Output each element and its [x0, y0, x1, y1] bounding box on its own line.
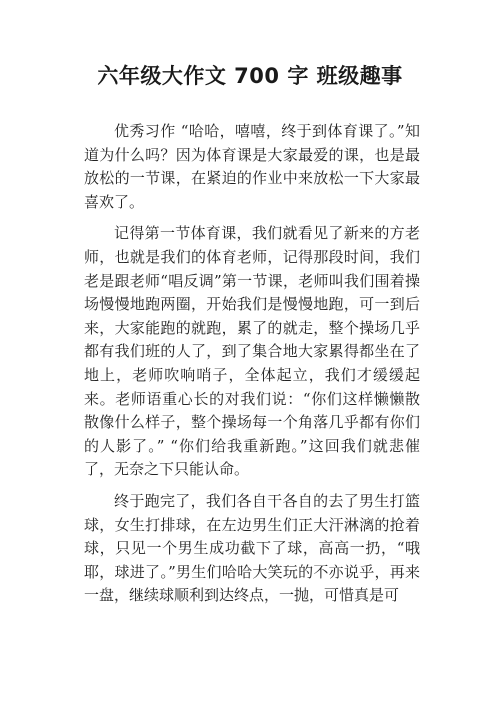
document-title: 六年级大作文 700 字 班级趣事 — [97, 64, 403, 88]
paragraph-1: 优秀习作 “哈哈，嘻嘻，终于到体育课了。”知道为什么吗？因为体育课是大家最爱的课，也是最放松的一节课，在紧迫的作业中来放松一下大家最喜欢了。 — [84, 122, 420, 211]
paragraph-3: 终于跑完了，我们各自干各自的去了男生打篮球，女生打排球，在左边男生们正大汗淋漓的抢着球，只见一个男生成功截下了球，高高一扔，“哦耶，球进了。”男生们哈哈大笑玩的不亦说乎，再来一盘，继续球顺利到达终点，一抛，可惜真是可 — [84, 491, 420, 605]
document-body — [84, 120, 420, 616]
paragraph-2: 记得第一节体育课，我们就看见了新来的方老师，也就是我们的体育老师，记得那段时间，我们老是跟老师“唱反调”第一节课，老师叫我们围着操场慢慢地跑两圈，开始我们是慢慢地跑，可一到后来，大家能跑的就跑，累了的就走，整个操场几乎都有我们班的人了，到了集合地大家累得都坐在了地上，老师吹响哨子，全体起立，我们才缓缓起来。老师语重心长的对我们说：“你们这样懒懒散散像什么样子，整个操场每一个角落几乎都有你们的人影了。” “你们给我重新跑。”这回我们就悲催了，无奈之下只能认命。 — [84, 224, 420, 479]
